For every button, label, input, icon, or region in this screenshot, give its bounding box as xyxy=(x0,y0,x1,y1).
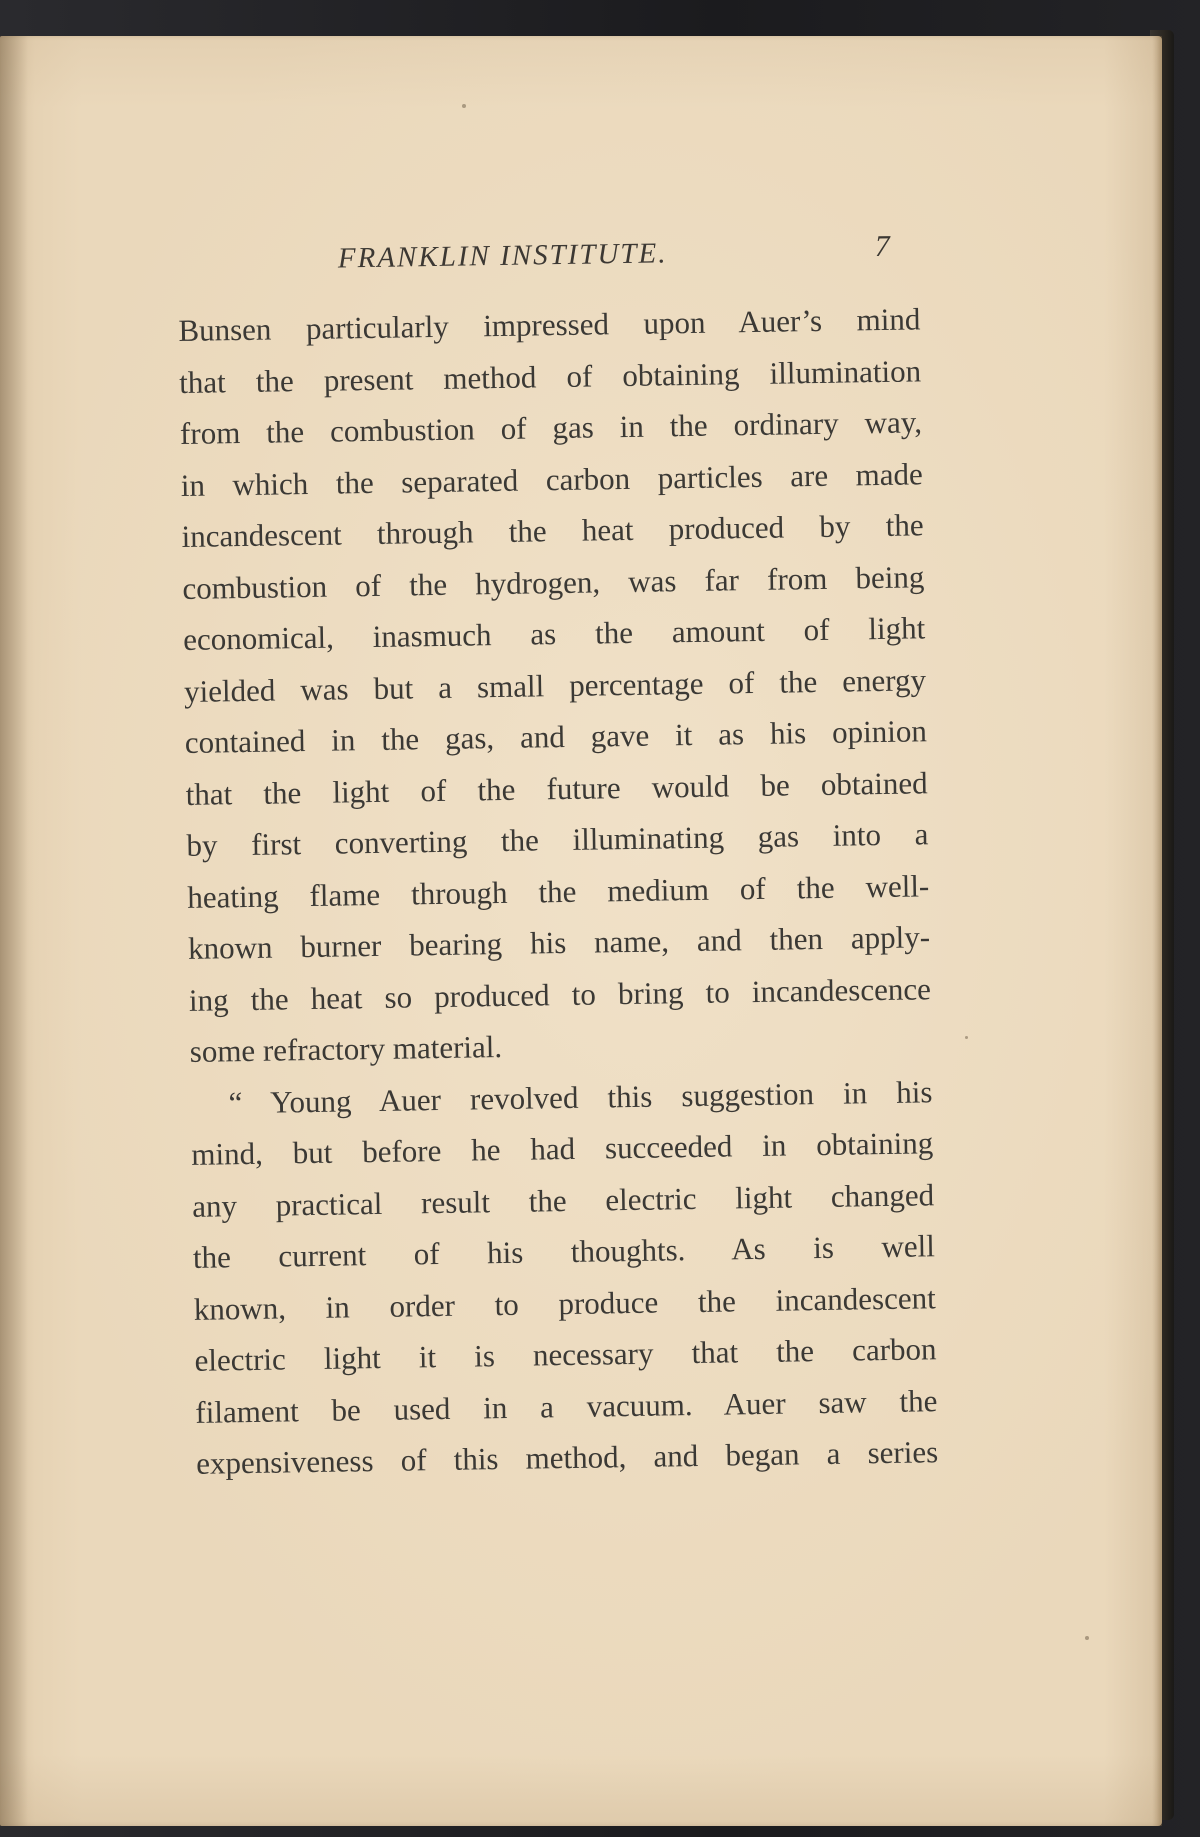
text-line: in which the separated carbon particles are made xyxy=(180,455,924,503)
text-line: that the light of the future would be obtained xyxy=(185,764,928,812)
paragraph-end-line: some refractory material. xyxy=(189,1029,503,1069)
text-line: Bunsen particularly impressed upon Auer’s mind xyxy=(178,301,921,348)
text-line: any practical result the electric light changed xyxy=(191,1176,935,1224)
paper-speck xyxy=(965,1036,968,1039)
text-line: yielded was but a small percentage of the energy xyxy=(183,661,927,709)
page-gutter-shadow xyxy=(0,36,28,1826)
paper-speck xyxy=(462,104,466,108)
text-line: economical, inasmuch as the amount of light xyxy=(182,610,926,657)
text-line: known burner bearing his name, and then apply- xyxy=(187,919,931,966)
text-line: filament be used in a vacuum. Auer saw the xyxy=(195,1382,938,1430)
running-title: FRANKLIN INSTITUTE. xyxy=(337,237,668,275)
text-line: contained in the gas, and gave it as his opinion xyxy=(184,713,928,760)
text-line: expensiveness of this method, and began a series xyxy=(195,1434,939,1481)
page-number: 7 xyxy=(874,229,891,264)
text-line: by first converting the illuminating gas into a xyxy=(186,816,929,863)
text-line: ing the heat so produced to bring to incandescence xyxy=(188,970,932,1018)
page-edge-shadow xyxy=(1152,36,1162,1826)
text-line: incandescent through the heat produced by the xyxy=(181,507,924,554)
text-line: mind, but before he had succeeded in obtaining xyxy=(191,1125,934,1172)
text-line: from the combustion of gas in the ordinary way, xyxy=(179,404,923,451)
text-line: electric light it is necessary that the carbon xyxy=(194,1331,937,1378)
paragraph-start-line: “ Young Auer revolved this suggestion in his xyxy=(228,1073,933,1120)
text-line: combustion of the hydrogen, was far from being xyxy=(182,558,925,606)
text-line: known, in order to produce the incandescent xyxy=(193,1279,936,1327)
body-text xyxy=(178,293,939,1489)
text-line: that the present method of obtaining illumination xyxy=(178,352,922,400)
text-line: the current of his thoughts. As is well xyxy=(192,1228,936,1275)
paper-speck xyxy=(1085,1636,1089,1640)
text-line: heating flame through the medium of the well- xyxy=(187,867,930,915)
